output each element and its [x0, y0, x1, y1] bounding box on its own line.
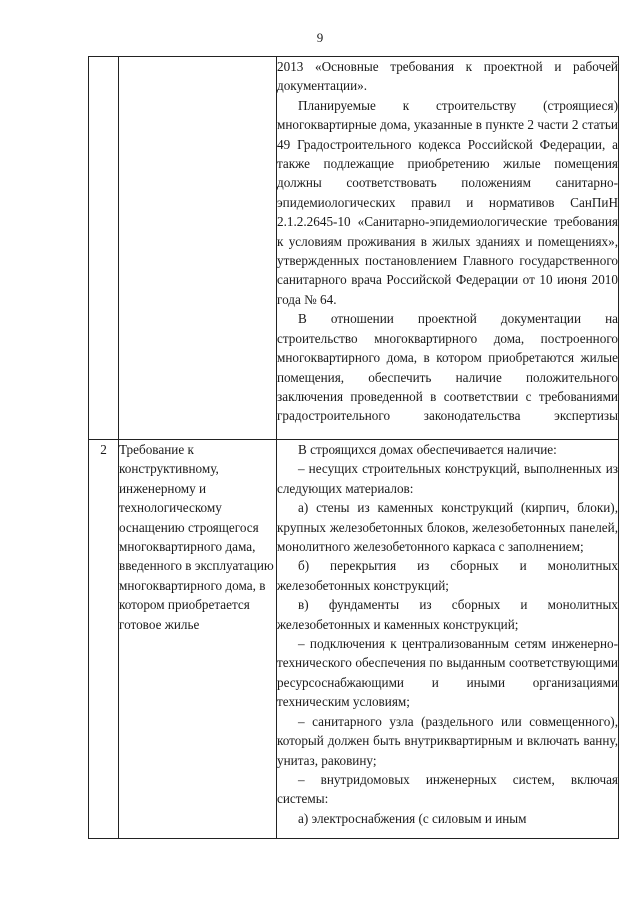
row-number-cell: 2: [89, 440, 119, 839]
content-paragraph: – несущих строительных конструкций, выполненных из следующих материалов:: [277, 461, 618, 496]
content-cell: [277, 440, 619, 839]
content-paragraph: – подключения к централизованным сетям инженерно-технического обеспечения по выданным соответствующими ресурсоснабжающими и иными организациями техническим условиям;: [277, 636, 618, 710]
table-row: [89, 440, 619, 839]
content-paragraph: В строящихся домах обеспечивается наличие:: [298, 442, 557, 457]
requirements-table: [88, 56, 619, 839]
content-paragraph: – внутридомовых инженерных систем, включая системы:: [277, 771, 618, 807]
content-cell: [277, 57, 619, 440]
page-number: 9: [316, 30, 324, 45]
requirement-cell: [119, 57, 277, 440]
content-paragraph: Планируемые к строительству (строящиеся) многоквартирные дома, указанные в пункте 2 части 2 статьи 49 Градостроительного кодекса Российской Федерации, а также подлежащие приобретению жилые помещения должны соответствовать положениям санитарно-эпидемиологических правил и нормативов СанПиН 2.1.2.2645-10 «Санитарно-эпидемиологические требования к условиям проживания в жилых зданиях и помещениях», утвержденных постановлением Главного государственного санитарного врача Российской Федерации от 10 июня 2010 года № 64.: [277, 97, 618, 307]
content-paragraph: б) перекрытия из сборных и монолитных железобетонных конструкций;: [277, 558, 618, 593]
content-paragraph: 2013 «Основные требования к проектной и рабочей документации».: [277, 59, 618, 94]
content-paragraph: В отношении проектной документации на строительство многоквартирного дома, построенного многоквартирного дома, в котором приобретаются жилые помещения, обеспечить наличие положительного заключения проведенной в соответствии с требованиями градостроительного законодательства экспертизы: [277, 311, 618, 424]
row-number-cell: [89, 57, 119, 440]
content-paragraph: в) фундаменты из сборных и монолитных железобетонных и каменных конструкций;: [277, 597, 618, 632]
content-paragraph: а) электроснабжения (с силовым и иным: [298, 810, 527, 826]
requirement-cell: Требование к конструктивному, инженерному и технологическому оснащению строящегося многоквартирного дама, введенного в эксплуатацию многоквартирного дома, в котором приобретается готовое жилье: [119, 440, 277, 839]
table-row: [89, 57, 619, 440]
content-paragraph: – санитарного узла (раздельного или совмещенного), который должен быть внутриквартирным и включать ванну, унитаз, раковину;: [277, 713, 618, 768]
content-paragraph: а) стены из каменных конструкций (кирпич, блоки), крупных железобетонных блоков, железобетонных панелей, монолитного железобетонного каркаса с заполнением;: [277, 500, 618, 555]
